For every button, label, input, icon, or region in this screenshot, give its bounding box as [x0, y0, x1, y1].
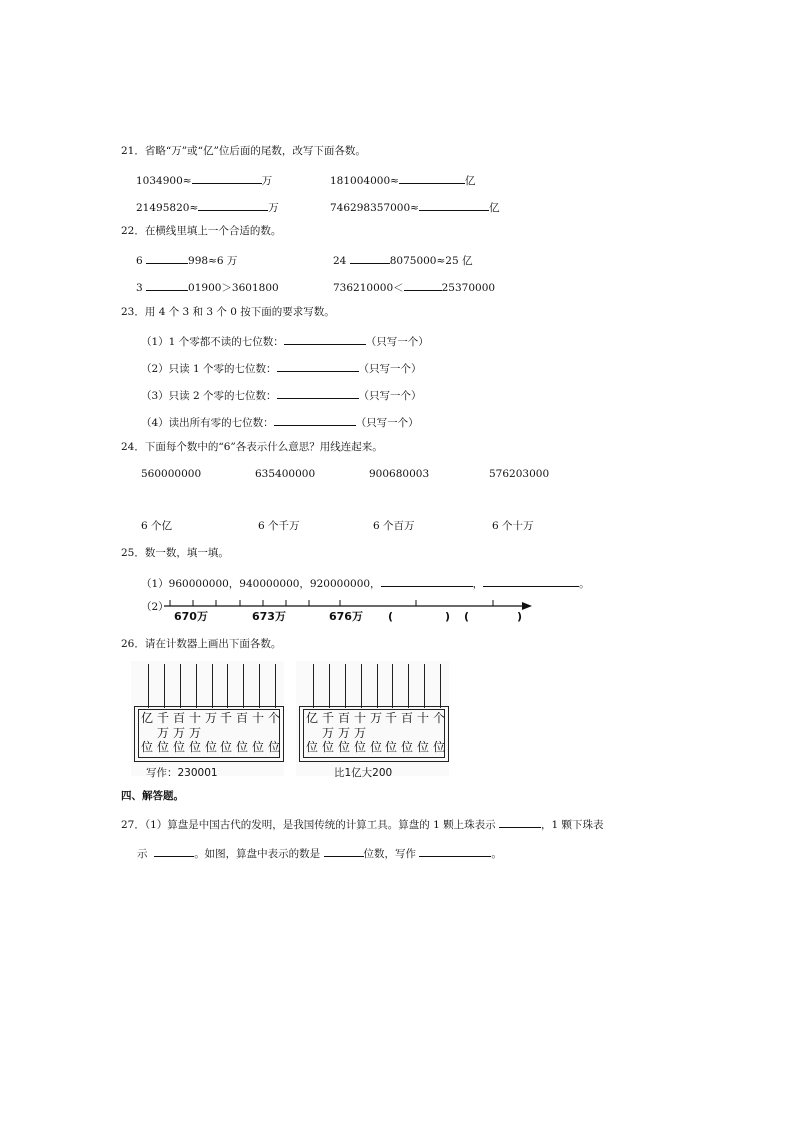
counter-left-label: 位	[236, 740, 249, 754]
q21-item-2	[330, 173, 475, 187]
counter-left-label: 百	[236, 711, 249, 725]
q23-item-2-note: （只写一个）	[358, 363, 422, 375]
counter-right-label: 万	[354, 726, 367, 740]
q25-line-label-676: 676万	[329, 610, 363, 623]
counter-left-label: 位	[157, 740, 170, 754]
section-4-title: 四、解答题。	[121, 790, 184, 802]
counter-left-rod[interactable]	[180, 664, 181, 708]
q23-item-3-label: （3）只读 2 个零的七位数：	[141, 390, 277, 402]
q25-line-paren-close-1: )	[445, 610, 451, 623]
q21-title: 21．省略“万”或“亿”位后面的尾数，改写下面各数。	[121, 145, 366, 157]
q22-item-3	[136, 280, 279, 294]
counter-left-rod[interactable]	[212, 664, 213, 708]
q22-blank-3[interactable]	[146, 280, 188, 291]
q23-item-2	[141, 361, 422, 375]
counter-right-label: 千	[322, 711, 335, 725]
counter-right-rod[interactable]	[377, 664, 378, 708]
q27-line-2-text-c: 位数，写作	[363, 848, 417, 860]
q21-item-2-number: 181004000≈	[330, 175, 399, 187]
counter-left-label: 位	[268, 740, 281, 754]
counter-right-label: 万	[370, 711, 383, 725]
q27-line-1	[121, 817, 604, 831]
q27-line-2-text-a: 示	[137, 848, 148, 860]
q27-blank-written[interactable]	[419, 846, 491, 857]
counter-left-label: 位	[252, 740, 265, 754]
counter-right-rod[interactable]	[424, 664, 425, 708]
q25-line-label-670: 670万	[174, 610, 208, 623]
q23-blank-1[interactable]	[284, 334, 366, 345]
q22-item-3-pre: 3	[136, 282, 143, 294]
q23-item-4	[141, 415, 419, 429]
q22-item-2-post: 8075000≈25 亿	[389, 255, 473, 267]
counter-left-label: 万	[173, 726, 186, 740]
counter-left-label: 位	[173, 740, 186, 754]
q23-title: 23．用 4 个 3 和 3 个 0 按下面的要求写数。	[121, 306, 335, 318]
counter-right-label: 十	[354, 711, 367, 725]
q23-blank-4[interactable]	[274, 415, 356, 426]
counter-left-label: 位	[220, 740, 233, 754]
q23-item-2-label: （2）只读 1 个零的七位数：	[141, 363, 277, 375]
q25-line-paren-open-1: (	[388, 610, 394, 623]
counter-right-rod[interactable]	[392, 664, 393, 708]
q22-item-4-pre: 736210000＜	[333, 282, 404, 294]
counter-right-rod[interactable]	[361, 664, 362, 708]
q24-number-3[interactable]: 900680003	[369, 468, 430, 480]
q25-line-paren-close-2: )	[517, 610, 523, 623]
q25-title: 25．数一数，填一填。	[121, 547, 229, 559]
counter-right-label: 位	[401, 740, 414, 754]
counter-left-label: 千	[220, 711, 233, 725]
q21-blank-3[interactable]	[198, 200, 268, 211]
q21-item-1	[136, 173, 272, 187]
q21-item-3	[136, 200, 279, 214]
counter-right-label: 位	[354, 740, 367, 754]
counter-left-label: 百	[173, 711, 186, 725]
q27-line-1-text-b: ，1 颗下珠表	[541, 819, 604, 831]
q22-item-2-pre: 24	[333, 255, 347, 267]
q24-meaning-1[interactable]: 6 个亿	[141, 520, 173, 532]
q24-meaning-2[interactable]: 6 个千万	[258, 520, 300, 532]
counter-right-rod[interactable]	[329, 664, 330, 708]
counter-left-label: 千	[157, 711, 170, 725]
q22-item-1-post: 998≈6 万	[188, 255, 238, 267]
q24-number-4[interactable]: 576203000	[489, 468, 550, 480]
q22-item-1-pre: 6	[136, 255, 143, 267]
q23-item-3-note: （只写一个）	[358, 390, 422, 402]
q24-title: 24．下面每个数中的“6”各表示什么意思？用线连起来。	[121, 441, 383, 453]
counter-right-label: 千	[385, 711, 398, 725]
q21-item-1-number: 1034900≈	[136, 175, 192, 187]
counter-left-rod[interactable]	[275, 664, 276, 708]
counter-right-rod[interactable]	[345, 664, 346, 708]
q23-item-1-label: （1）1 个零都不读的七位数：	[141, 336, 284, 348]
q21-item-4-unit: 亿	[488, 202, 500, 214]
counter-left-label: 万	[189, 726, 202, 740]
q27-line-2-text-d: 。	[491, 848, 502, 860]
counter-right-label: 位	[338, 740, 351, 754]
q21-item-3-number: 21495820≈	[136, 202, 199, 214]
q23-blank-2[interactable]	[277, 361, 359, 372]
q22-item-3-post: 01900＞3601800	[188, 282, 279, 294]
q24-number-2[interactable]: 635400000	[255, 468, 316, 480]
q25-part2-label: （2）	[141, 601, 169, 613]
counter-left-rod[interactable]	[243, 664, 244, 708]
counter-right-rod[interactable]	[440, 664, 441, 708]
counter-left-rod[interactable]	[196, 664, 197, 708]
q21-item-4	[330, 200, 499, 214]
q21-blank-1[interactable]	[192, 173, 262, 184]
counter-right-label: 万	[322, 726, 335, 740]
counter-left-rod[interactable]	[148, 664, 149, 708]
q27-blank-upper-bead[interactable]	[499, 817, 541, 828]
q24-meaning-3[interactable]: 6 个百万	[373, 520, 415, 532]
q25-part1	[141, 576, 590, 590]
counter-left-label: 万	[157, 726, 170, 740]
q27-line-1-text: 27．（1）算盘是中国古代的发明，是我国传统的计算工具。算盘的 1 颗上珠表示	[121, 819, 496, 831]
q27-blank-digits[interactable]	[324, 846, 364, 857]
counter-left-caption: 写作：230001	[146, 767, 218, 779]
counter-right-caption: 比1亿大200	[334, 767, 393, 779]
q22-blank-1[interactable]	[146, 253, 188, 264]
counter-right-label: 位	[322, 740, 335, 754]
q24-number-1[interactable]: 560000000	[141, 468, 202, 480]
counter-right-label: 位	[433, 740, 446, 754]
counter-left-label: 十	[189, 711, 202, 725]
q21-blank-4[interactable]	[419, 200, 489, 211]
counter-right-label: 个	[433, 711, 446, 725]
counter-right-rod[interactable]	[408, 664, 409, 708]
q25-blank-1[interactable]	[381, 576, 473, 587]
counter-right-rod[interactable]	[313, 664, 314, 708]
counter-right-label: 百	[401, 711, 414, 725]
q27-line-2-text-b: 。如图，算盘中表示的数是	[194, 848, 321, 860]
q25-part1-label: （1）960000000，940000000，920000000，	[141, 578, 381, 590]
counter-left-label: 万	[205, 711, 218, 725]
q22-item-2	[333, 253, 472, 267]
counter-left-label: 位	[205, 740, 218, 754]
counter-right-label: 十	[417, 711, 430, 725]
counter-right-label: 亿	[306, 711, 319, 725]
q22-blank-4[interactable]	[404, 280, 442, 291]
counter-left-label: 亿	[141, 711, 154, 725]
counter-left-label: 位	[189, 740, 202, 754]
counter-left-rod[interactable]	[259, 664, 260, 708]
q23-item-4-note: （只写一个）	[355, 417, 419, 429]
q21-item-2-unit: 亿	[464, 175, 476, 187]
q27-blank-lower-bead[interactable]	[154, 846, 194, 857]
q21-item-1-unit: 万	[261, 175, 273, 187]
q23-item-1-note: （只写一个）	[365, 336, 429, 348]
q23-item-4-label: （4）读出所有零的七位数：	[141, 417, 274, 429]
q25-line-label-673: 673万	[252, 610, 286, 623]
q22-item-4	[333, 280, 495, 294]
q23-blank-3[interactable]	[277, 388, 359, 399]
q25-blank-2[interactable]	[483, 576, 579, 587]
q26-title: 26．请在计数器上画出下面各数。	[121, 638, 282, 650]
q22-item-1	[136, 253, 237, 267]
counter-left-rod[interactable]	[227, 664, 228, 708]
q27-line-2	[137, 846, 502, 860]
q22-item-4-post: 25370000	[441, 282, 496, 294]
q22-blank-2[interactable]	[350, 253, 390, 264]
counter-right-label: 位	[370, 740, 383, 754]
q21-item-4-number: 746298357000≈	[330, 202, 419, 214]
counter-left-label: 十	[252, 711, 265, 725]
q21-blank-2[interactable]	[399, 173, 465, 184]
counter-right-label: 百	[338, 711, 351, 725]
counter-right-label: 万	[338, 726, 351, 740]
counter-right-label: 位	[385, 740, 398, 754]
q25-part1-sep: ，	[472, 578, 484, 590]
q22-title: 22．在横线里填上一个合适的数。	[121, 225, 282, 237]
counter-right-label: 位	[306, 740, 319, 754]
counter-left-label: 个	[268, 711, 281, 725]
counter-left-rod[interactable]	[164, 664, 165, 708]
q21-item-3-unit: 万	[268, 202, 279, 214]
q23-item-1	[141, 334, 429, 348]
q23-item-3	[141, 388, 422, 402]
q25-line-paren-open-2: (	[464, 610, 470, 623]
q25-part1-end: 。	[579, 578, 590, 590]
counter-right-label: 位	[417, 740, 430, 754]
counter-left-label: 位	[141, 740, 154, 754]
q24-meaning-4[interactable]: 6 个十万	[492, 520, 534, 532]
